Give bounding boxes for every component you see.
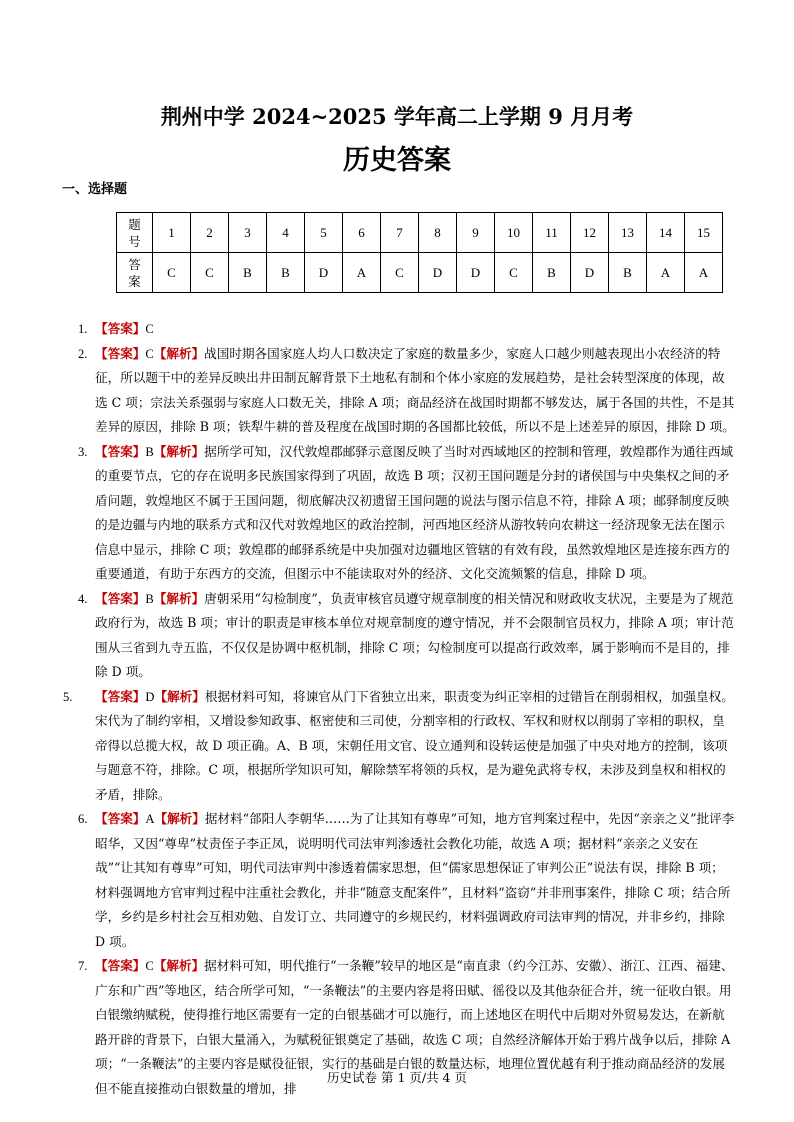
answer-cell: B bbox=[609, 253, 647, 293]
item-number: 7. bbox=[78, 959, 88, 973]
exam-title: 荆州中学 2024~2025 学年高二上学期 9 月月考 bbox=[160, 104, 634, 129]
question-number-row bbox=[117, 213, 723, 253]
question-number-cell: 5 bbox=[305, 213, 343, 253]
answer-cell: D bbox=[571, 253, 609, 293]
answer-row bbox=[117, 253, 723, 293]
answer-cell: A bbox=[685, 253, 723, 293]
question-number-cell: 14 bbox=[647, 213, 685, 253]
header-char: 答 bbox=[128, 256, 141, 272]
answer-cell: D bbox=[305, 253, 343, 293]
answer-cell: A bbox=[343, 253, 381, 293]
question-number-header bbox=[117, 213, 153, 253]
answer-tag: 【答案】 bbox=[95, 958, 146, 973]
answer-tag: 【答案】 bbox=[95, 811, 146, 826]
header-char: 号 bbox=[128, 233, 141, 249]
analysis-text: 据材料可知，明代推行“一条鞭”较早的地区是“南直隶（约今江苏、安徽）、浙江、江西、福建、广东和广西”等地区，结合所学可知，“一条鞭法”的主要内容是将田赋、徭役以及其他杂征合并，统一征收白银。用白银缴纳赋税，使得推行地区需要有一定的白银基础才可以施行，而上述地区在明代中后期对外贸易发达，在新航路开辟的背景下，白银大量涌入，为赋税征银奠定了基础，故选 C 项；自然经济解体开始于鸦片战争以后，排除 A 项；“一条鞭法”的主要内容是赋役征银，实行的基础是白银的数量达标，地理位置优越有利于推动商品经济的发展但不能直接推动白银数量的增加，排 bbox=[95, 958, 734, 1096]
analysis-tag: 【解析】 bbox=[153, 958, 205, 973]
answer-table bbox=[116, 212, 723, 293]
analysis-text: 据所学可知，汉代敦煌郡邮驿示意图反映了当时对西域地区的控制和管理，敦煌郡作为通往西域的重要节点，它的存在说明多民族国家得到了巩固，故选 B 项；汉初王国问题是分封的诸侯国与中央集权之间的矛盾问题，敦煌地区不属于王国问题，彻底解决汉初遗留王国问题的说法与图示信息不符，排除 A 项；邮驿制度反映的是边疆与内地的联系方式和汉代对敦煌地区的政治控制，河西地区经济从游牧转向农耕这一经济现象无法在图示信息中显示，排除 C 项；敦煌郡的邮驿系统是中央加强对边疆地区管辖的有效有段，虽然敦煌地区是连接东西方的重要通道，有助于东西方的交流，但图示中不能读取对外的经济、文化交流频繁的信息，排除 D 项。 bbox=[95, 443, 734, 581]
answer-cell: C bbox=[381, 253, 419, 293]
subject-title: 历史答案 bbox=[343, 145, 451, 176]
answer-tag: 【答案】 bbox=[95, 590, 146, 606]
analysis-tag: 【解析】 bbox=[153, 345, 205, 361]
answer-cell: D bbox=[419, 253, 457, 293]
explanation-item bbox=[80, 587, 736, 685]
analysis-text: 唐朝采用“勾检制度”，负责审核官员遵守规章制度的相关情况和财政收支状况，主要是为了规范政府行为，故选 B 项；审计的职责是审核本单位对规章制度的遵守情况，并不会限制官员权力，排除 A 项；审计范围从三省到九寺五监，不仅仅是协调中枢机制，排除 C 项；勾检制度可以提高行政效率，属于影响而不是目的，排除 D 项。 bbox=[95, 590, 734, 679]
answer-cell: C bbox=[495, 253, 533, 293]
answer-tag: 【答案】 bbox=[95, 688, 146, 704]
item-number: 4. bbox=[78, 591, 88, 606]
question-number-cell: 13 bbox=[609, 213, 647, 253]
question-number-cell: 8 bbox=[419, 213, 457, 253]
explanation-item bbox=[80, 440, 736, 587]
answer-explanations bbox=[63, 317, 736, 1101]
item-number: 6. bbox=[78, 812, 88, 826]
header-char: 案 bbox=[128, 273, 141, 289]
answer-letter: C bbox=[145, 346, 154, 361]
answer-cell: B bbox=[229, 253, 267, 293]
question-number-cell: 11 bbox=[533, 213, 571, 253]
answer-letter: D bbox=[145, 689, 155, 704]
answer-cell: B bbox=[533, 253, 571, 293]
explanation-item bbox=[80, 342, 736, 440]
answer-letter: B bbox=[145, 591, 154, 606]
answer-tag: 【答案】 bbox=[95, 321, 146, 336]
answer-letter: B bbox=[145, 444, 154, 459]
answer-header bbox=[117, 253, 153, 293]
question-number-cell: 2 bbox=[191, 213, 229, 253]
answer-cell: C bbox=[191, 253, 229, 293]
answer-tag: 【答案】 bbox=[95, 443, 146, 459]
question-number-cell: 4 bbox=[267, 213, 305, 253]
answer-cell: A bbox=[647, 253, 685, 293]
answer-cell: B bbox=[267, 253, 305, 293]
analysis-text: 据材料“郃阳人李朝华……为了让其知有尊卑”可知，地方官判案过程中，先因“亲亲之义”批评李昭华，又因“尊卑”杖责侄子李正凤，说明明代司法审判渗透社会教化功能，故选 A 项；据材料“亲亲之义安在哉”“让其知有尊卑”可知，明代司法审判中渗透着儒家思想，但“儒家思想保证了审判公正”说法有误，排除 B 项；材料强调地方官审判过程中注重社会教化，并非“随意支配案件”，且材料“盗窃”并非刑事案件，排除 C 项；结合所学，乡约是乡村社会互相劝勉、自发订立、共同遵守的乡规民约，材料强调政府司法审判的情况，并非乡约，排除 D 项。 bbox=[95, 811, 735, 949]
answer-letter: C bbox=[145, 322, 154, 336]
question-number-cell: 15 bbox=[685, 213, 723, 253]
explanation-item bbox=[80, 807, 736, 954]
analysis-tag: 【解析】 bbox=[153, 590, 205, 606]
item-number: 1. bbox=[78, 322, 88, 336]
analysis-tag: 【解析】 bbox=[153, 443, 205, 459]
item-number: 3. bbox=[78, 444, 88, 459]
analysis-tag: 【解析】 bbox=[154, 688, 205, 704]
question-number-cell: 3 bbox=[229, 213, 267, 253]
section-heading: 一、选择题 bbox=[62, 182, 128, 197]
header-char: 题 bbox=[128, 216, 141, 232]
answer-letter: A bbox=[145, 812, 155, 826]
question-number-cell: 10 bbox=[495, 213, 533, 253]
question-number-cell: 6 bbox=[343, 213, 381, 253]
answer-letter: C bbox=[145, 959, 154, 973]
answer-cell: C bbox=[153, 253, 191, 293]
explanation-item bbox=[80, 317, 736, 342]
answer-cell: D bbox=[457, 253, 495, 293]
question-number-cell: 1 bbox=[153, 213, 191, 253]
item-number: 5. bbox=[63, 689, 73, 704]
analysis-tag: 【解析】 bbox=[154, 811, 205, 826]
page-footer: 历史试卷 第 1 页/共 4 页 bbox=[327, 1070, 467, 1085]
question-number-cell: 9 bbox=[457, 213, 495, 253]
analysis-text: 战国时期各国家庭人均人口数决定了家庭的数量多少，家庭人口越少则越表现出小农经济的特征，所以题干中的差异反映出井田制瓦解背景下土地私有制和个体小家庭的发展趋势，是社会转型深度的体现，故选 C 项；宗法关系强弱与家庭人口数无关，排除 A 项；商品经济在战国时期都不够发达，属于各国的共性，不是其差异的原因，排除 B 项；铁犁牛耕的普及程度在战国时期的各国都比较低，所以不是上述差异的原因，排除 D 项。 bbox=[95, 345, 735, 434]
answer-tag: 【答案】 bbox=[95, 345, 146, 361]
analysis-text: 根据材料可知，将谏官从门下省独立出来，职责变为纠正宰相的过错旨在削弱相权，加强皇权。宋代为了制约宰相，又增设参知政事、枢密使和三司使，分割宰相的行政权、军权和财权以削弱了宰相的职权，皇帝得以总揽大权，故 D 项正确。A、B 项，宋朝任用文官、设立通判和设转运使是加强了中央对地方的控制，该项与题意不符，排除。C 项，根据所学知识可知，解除禁军将领的兵权，是为避免武将专权，未涉及到皇权和相权的矛盾，排除。 bbox=[95, 688, 734, 802]
question-number-cell: 7 bbox=[381, 213, 419, 253]
explanation-item bbox=[63, 685, 736, 808]
item-number: 2. bbox=[78, 346, 88, 361]
question-number-cell: 12 bbox=[571, 213, 609, 253]
